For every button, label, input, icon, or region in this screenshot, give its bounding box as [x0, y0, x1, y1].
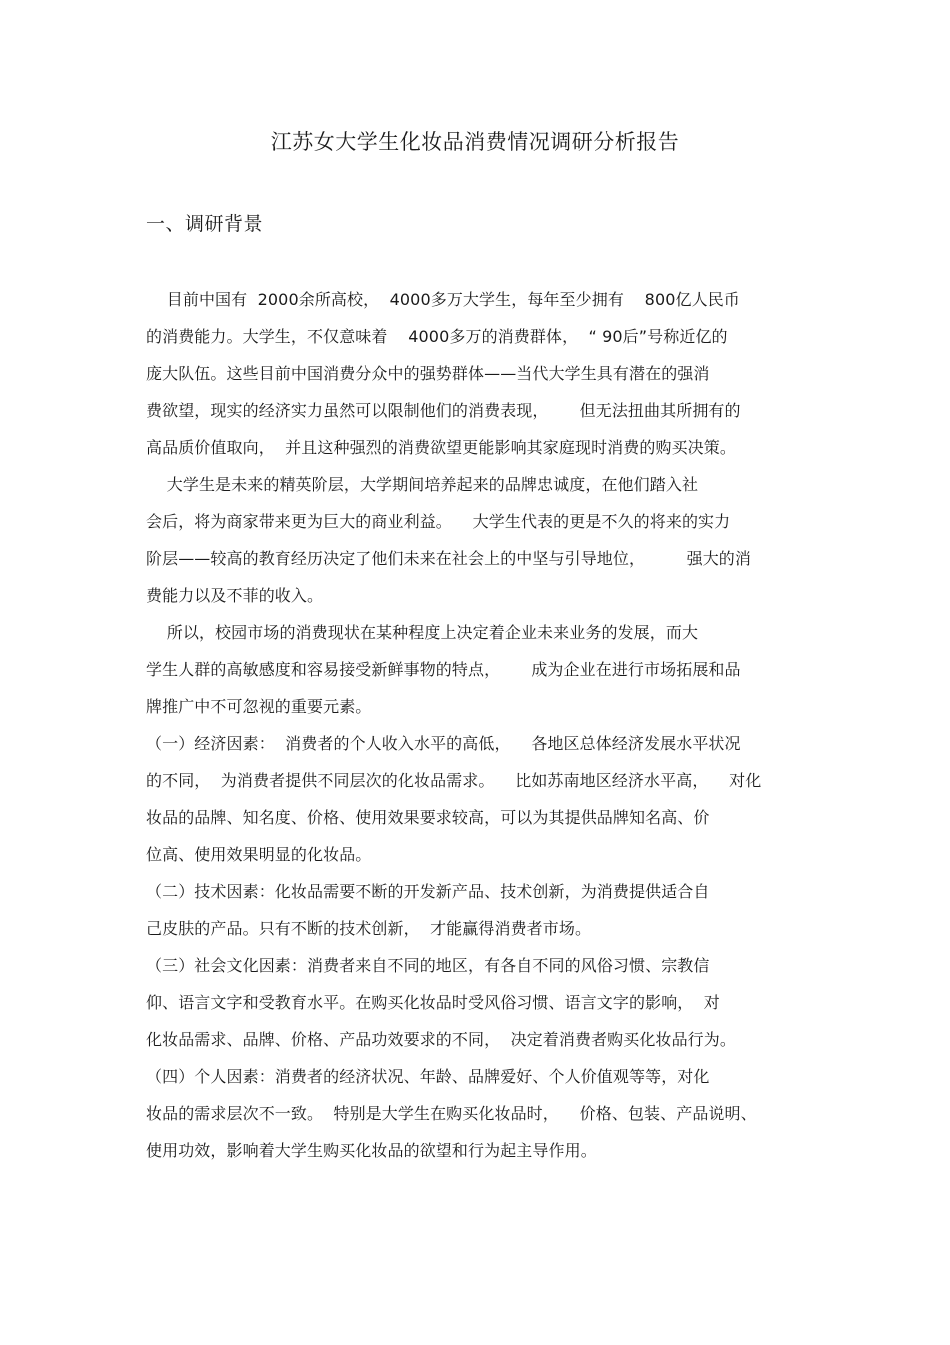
- paragraph: [146, 878, 811, 952]
- paragraph-line: （三）社会文化因素：消费者来自不同的地区，有各自不同的风俗习惯、宗教信: [146, 956, 710, 975]
- paragraph: [146, 730, 811, 878]
- paragraph-line: 费能力以及不菲的收入。: [146, 586, 324, 605]
- paragraph-line: 费欲望，现实的经济实力虽然可以限制他们的消费表现， 但无法扭曲其所拥有的: [146, 401, 741, 420]
- paragraph-line: 大学生是未来的精英阶层，大学期间培养起来的品牌忠诚度，在他们踏入社: [146, 475, 699, 494]
- paragraph: [146, 471, 811, 619]
- paragraph: [146, 286, 811, 471]
- paragraph-line: 高品质价值取向， 并且这种强烈的消费欲望更能影响其家庭现时消费的购买决策。: [146, 438, 736, 457]
- paragraph-line: 目前中国有 2000余所高校， 4000多万大学生，每年至少拥有 800亿人民币: [146, 290, 740, 309]
- paragraph-line: 庞大队伍。这些目前中国消费分众中的强势群体——当代大学生具有潜在的强消: [146, 364, 710, 383]
- paragraph-line: 使用功效，影响着大学生购买化妆品的欲望和行为起主导作用。: [146, 1141, 597, 1160]
- document-body: [146, 286, 811, 1174]
- paragraph-line: 的消费能力。大学生，不仅意味着 4000多万的消费群体， “ 90后”号称近亿的: [146, 327, 728, 346]
- paragraph: [146, 619, 811, 730]
- paragraph-line: 妆品的品牌、知名度、价格、使用效果要求较高，可以为其提供品牌知名高、价: [146, 808, 710, 827]
- paragraph-line: 的不同， 为消费者提供不同层次的化妆品需求。 比如苏南地区经济水平高， 对化: [146, 771, 762, 790]
- paragraph-line: （二）技术因素：化妆品需要不断的开发新产品、技术创新，为消费提供适合自: [146, 882, 710, 901]
- paragraph-line: 仰、语言文字和受教育水平。在购买化妆品时受风俗习惯、语言文字的影响， 对: [146, 993, 720, 1012]
- paragraph-line: （四）个人因素：消费者的经济状况、年龄、品牌爱好、个人价值观等等，对化: [146, 1067, 710, 1086]
- section-heading: 一、调研背景: [146, 213, 264, 235]
- paragraph-line: 会后，将为商家带来更为巨大的商业利益。 大学生代表的更是不久的将来的实力: [146, 512, 731, 531]
- paragraph-line: 化妆品需求、品牌、价格、产品功效要求的不同， 决定着消费者购买化妆品行为。: [146, 1030, 736, 1049]
- paragraph: [146, 952, 811, 1063]
- paragraph-line: 己皮肤的产品。只有不断的技术创新， 才能赢得消费者市场。: [146, 919, 592, 938]
- paragraph-line: （一）经济因素： 消费者的个人收入水平的高低， 各地区总体经济发展水平状况: [146, 734, 741, 753]
- paragraph: [146, 1063, 811, 1174]
- paragraph-line: 阶层——较高的教育经历决定了他们未来在社会上的中坚与引导地位， 强大的消: [146, 549, 751, 568]
- paragraph-line: 位高、使用效果明显的化妆品。: [146, 845, 372, 864]
- document-title: 江苏女大学生化妆品消费情况调研分析报告: [270, 130, 680, 154]
- paragraph-line: 牌推广中不可忽视的重要元素。: [146, 697, 372, 716]
- paragraph-line: 所以，校园市场的消费现状在某种程度上决定着企业未来业务的发展，而大: [146, 623, 699, 642]
- paragraph-line: 妆品的需求层次不一致。 特别是大学生在购买化妆品时， 价格、包装、产品说明、: [146, 1104, 757, 1123]
- paragraph-line: 学生人群的高敏感度和容易接受新鲜事物的特点， 成为企业在进行市场拓展和品: [146, 660, 741, 679]
